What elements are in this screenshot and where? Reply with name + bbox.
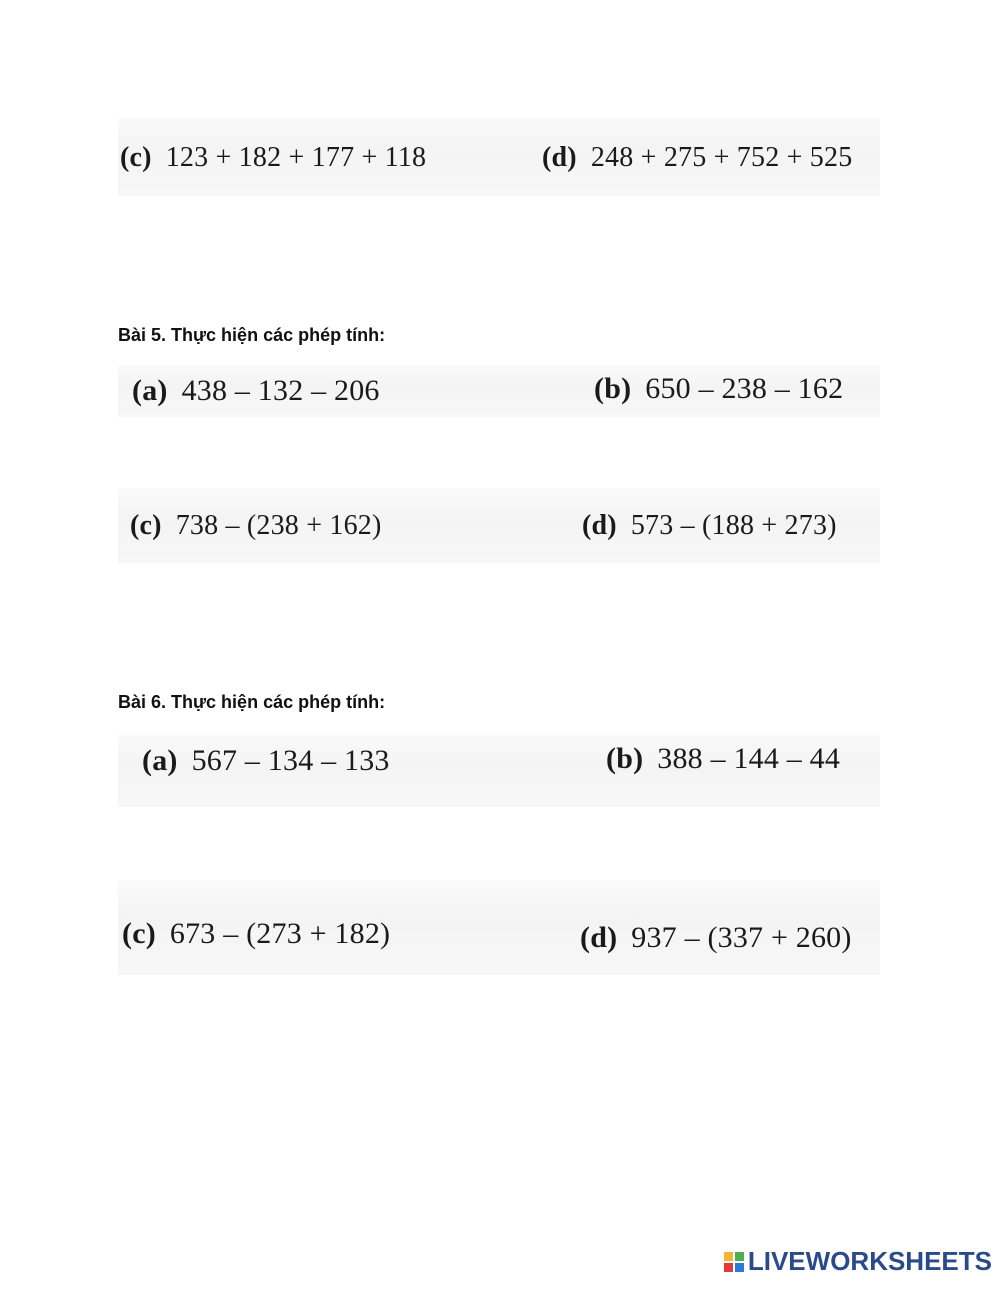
problem-label: (d) [582,510,617,541]
problem-label: (b) [594,372,632,405]
problem-label: (c) [120,142,152,173]
liveworksheets-logo [724,1246,992,1277]
problem-5c [130,510,382,542]
problem-expression: 123 + 182 + 177 + 118 [165,142,427,173]
exercise-6-title: Bài 6. Thực hiện các phép tính: [118,692,386,712]
problem-top-c [120,142,426,174]
problem-label: (a) [132,374,168,407]
problem-expression: 248 + 275 + 752 + 525 [590,142,853,173]
exercise-5-title: Bài 5. Thực hiện các phép tính: [118,325,386,345]
problem-6c [122,917,390,951]
problem-expression: 573 – (188 + 273) [630,510,837,541]
problem-expression: 673 – (273 + 182) [169,917,391,950]
problem-6d [580,921,852,955]
problem-expression: 650 – 238 – 162 [645,372,844,405]
problem-label: (d) [542,142,577,173]
problem-5b [594,372,843,406]
problem-label: (a) [142,744,178,777]
logo-text: LIVEWORKSHEETS [747,1246,992,1276]
problem-label: (c) [130,510,162,541]
problem-6a [142,744,390,778]
problem-label: (c) [122,917,156,950]
problem-5a [132,374,380,408]
problem-5d [582,510,837,542]
problem-expression: 438 – 132 – 206 [181,374,380,407]
problem-label: (b) [606,742,644,775]
problem-expression: 567 – 134 – 133 [191,744,390,777]
problem-expression: 738 – (238 + 162) [175,510,382,541]
problem-label: (d) [580,921,618,954]
problem-expression: 388 – 144 – 44 [657,742,841,775]
problem-expression: 937 – (337 + 260) [631,921,852,954]
problem-top-d [542,142,852,174]
problem-6b [606,742,840,776]
logo-grid-icon [724,1252,744,1272]
